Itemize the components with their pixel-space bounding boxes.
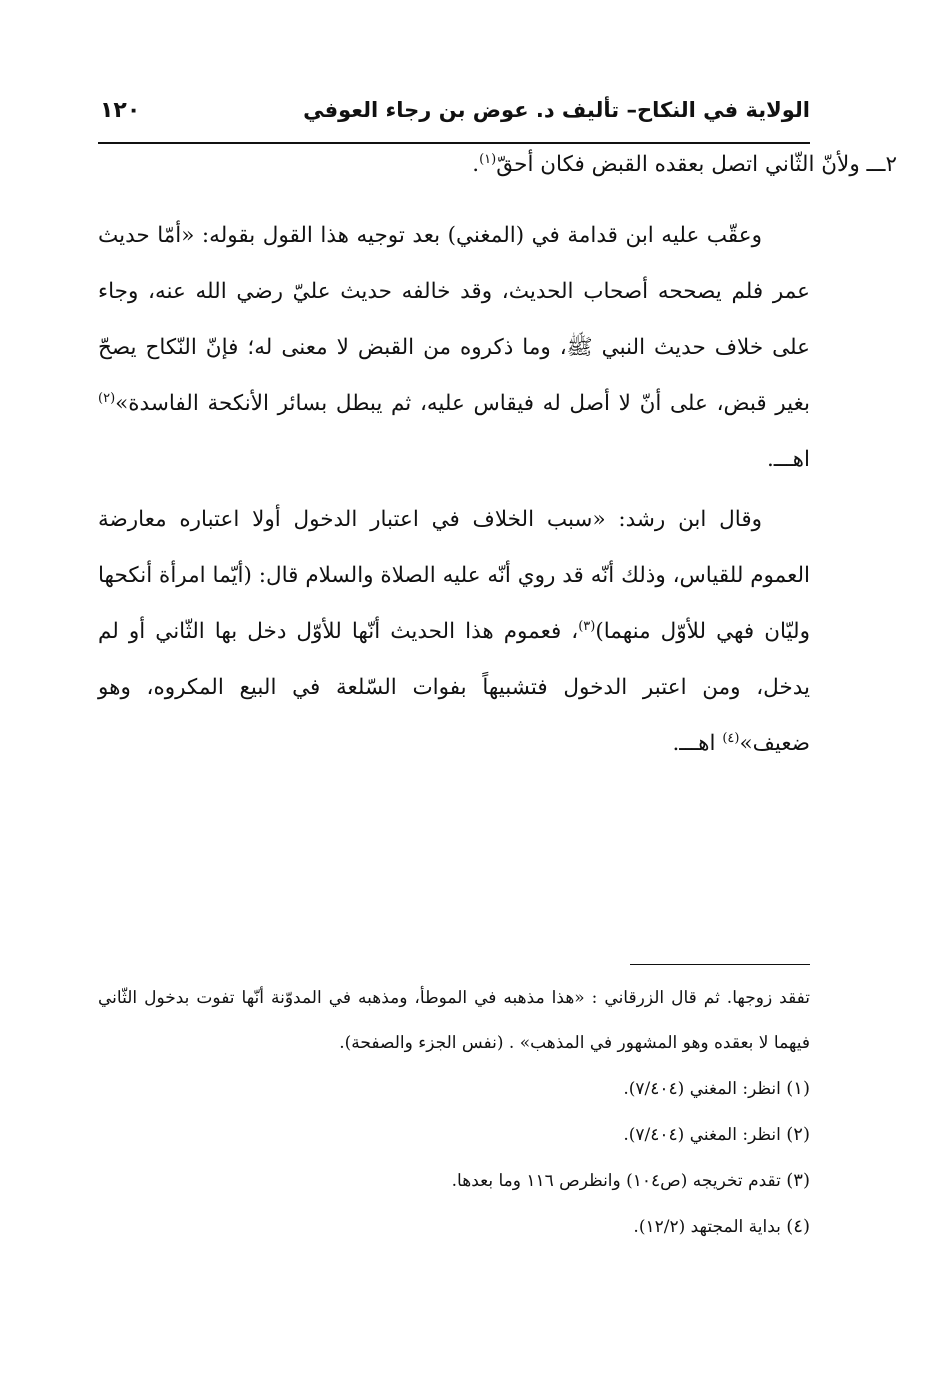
footnote-separator bbox=[630, 964, 810, 965]
paragraph-3 bbox=[98, 492, 810, 772]
footnote-4 bbox=[98, 1204, 810, 1250]
footnote-ref-2: (٢) bbox=[98, 391, 116, 406]
paragraph-2-text: وعقّب عليه ابن قدامة في (المغني) بعد توجيه هذا القول بقوله: «أمّا حديث عمر فلم يصححه أصحاب الحديث، وقد خالفه حديث عليّ رضي الله عنه، وجاء على خلاف حديث النبي ﷺ، وما ذكروه من القبض لا معنى له؛ فإنّ النّكاح يصحّ بغير قبض، على أنّ لا أصل له فيقاس عليه، ثم يبطل بسائر الأنكحة الفاسدة» bbox=[98, 223, 810, 416]
page-number: ١٢٠ bbox=[100, 98, 141, 123]
footnote-continuation: تفقد زوجها. ثم قال الزرقاني : «هذا مذهبه في الموطأ، ومذهبه في المدوّنة أنّها تفوت بدخول الثّاني فيهما لا بعقده وهو المشهور في المذهب» . (نفس الجزء والصفحة). bbox=[98, 988, 810, 1053]
footnote-1 bbox=[98, 1066, 810, 1112]
paragraph-1-end: . bbox=[472, 152, 480, 177]
paragraph-3-text-b: ، فعموم هذا الحديث أنّها للأوّل دخل بها الثّاني أو لم يدخل، ومن اعتبر الدخول فتشبيهاً بفوات السّلعة في البيع المكروه، وهو ضعيف» bbox=[98, 619, 810, 756]
footnote-ref-1: (١) bbox=[479, 152, 497, 167]
paragraph-2 bbox=[98, 208, 810, 488]
footnote-2 bbox=[98, 1112, 810, 1158]
footnote-3-number: (٣) bbox=[786, 1170, 810, 1191]
footnote-3-text: تقدم تخريجه (ص١٠٤) وانظرص ١١٦ وما بعدها. bbox=[451, 1171, 781, 1191]
paragraph-3-end: اهـــ. bbox=[672, 731, 723, 756]
paragraph-2-end: اهـــ. bbox=[766, 447, 810, 472]
page-header bbox=[98, 92, 810, 144]
footnote-2-number: (٢) bbox=[786, 1124, 810, 1145]
footnote-1-text: انظر: المغني (٧/٤٠٤). bbox=[623, 1079, 781, 1099]
footnote-4-number: (٤) bbox=[786, 1216, 810, 1237]
footnote-ref-4: (٤) bbox=[722, 731, 740, 746]
footnote-1-number: (١) bbox=[786, 1078, 810, 1099]
footnote-ref-3: (٣) bbox=[578, 619, 596, 634]
running-title: الولاية في النكاح– تأليف د. عوض بن رجاء العوفي bbox=[303, 98, 810, 122]
paragraph-3-text-a: وقال ابن رشد: «سبب الخلاف في اعتبار الدخول أولا اعتباره معارضة العموم للقياس، وذلك أنّه قد روي أنّه عليه الصلاة والسلام قال: (أيّما امرأة أنكحها وليّان فهي للأوّل منهما) bbox=[98, 507, 810, 644]
footnote-2-text: انظر: المغني (٧/٤٠٤). bbox=[623, 1125, 781, 1145]
footnotes bbox=[98, 976, 810, 1250]
paragraph-1 bbox=[472, 152, 897, 177]
paragraph-1-text: ٢ـــ ولأنّ الثّاني اتصل بعقده القبض فكان أحقّ bbox=[496, 152, 897, 177]
footnote-3 bbox=[98, 1158, 810, 1204]
footnote-4-text: بداية المجتهد (١٢/٢). bbox=[633, 1217, 781, 1237]
